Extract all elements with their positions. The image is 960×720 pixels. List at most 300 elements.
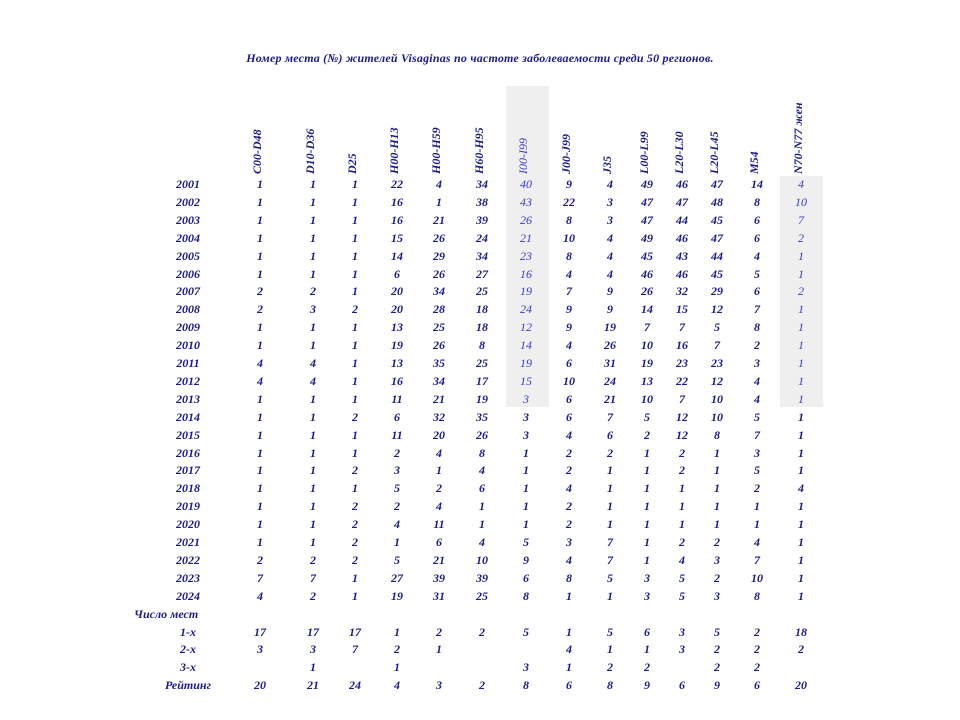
column-header-label: H00-H59 (429, 127, 443, 174)
table-cell: 16 (676, 338, 688, 353)
table-cell: 45 (711, 212, 723, 227)
table-cell: 16 (520, 266, 532, 281)
table-cell: 1 (310, 338, 316, 353)
table-cell: 10 (795, 194, 807, 209)
table-cell: 4 (566, 552, 572, 567)
table-cell: 1 (436, 642, 442, 657)
table-cell: 4 (566, 338, 572, 353)
table-cell: 34 (433, 284, 445, 299)
row-label: 2006 (176, 266, 200, 281)
table-cell: 2 (257, 552, 263, 567)
table-cell: 2 (310, 588, 316, 603)
table-cell: 7 (798, 212, 804, 227)
table-cell: 1 (523, 481, 529, 496)
table-row (0, 177, 960, 195)
column-header-label: C00-D48 (250, 129, 264, 174)
table-cell: 1 (352, 588, 358, 603)
table-cell: 5 (523, 624, 529, 639)
table-cell: 1 (798, 302, 804, 317)
table-cell: 13 (391, 320, 403, 335)
table-cell: 15 (391, 230, 403, 245)
table-cell: 19 (520, 284, 532, 299)
table-cell: 1 (257, 481, 263, 496)
table-cell: 20 (433, 427, 445, 442)
table-cell: 1 (479, 499, 485, 514)
table-cell: 7 (607, 552, 613, 567)
table-cell: 1 (607, 517, 613, 532)
table-cell: 26 (476, 427, 488, 442)
table-cell: 1 (310, 517, 316, 532)
table-cell: 8 (754, 194, 760, 209)
table-cell: 18 (476, 320, 488, 335)
table-cell: 1 (436, 194, 442, 209)
row-label: 2004 (176, 230, 200, 245)
table-cell: 5 (714, 320, 720, 335)
table-cell: 44 (711, 248, 723, 263)
table-cell: 11 (391, 391, 403, 406)
table-cell: 48 (711, 194, 723, 209)
table-cell: 4 (607, 266, 613, 281)
table-cell: 25 (476, 284, 488, 299)
table-cell: 22 (676, 373, 688, 388)
table-cell: 5 (394, 552, 400, 567)
column-header-label: L20-L45 (707, 131, 721, 174)
column-header-label: L00-L99 (637, 131, 651, 174)
table-cell: 16 (391, 194, 403, 209)
table-cell: 5 (679, 588, 685, 603)
table-cell: 5 (394, 481, 400, 496)
table-cell: 1 (798, 427, 804, 442)
table-cell: 1 (257, 266, 263, 281)
table-cell: 3 (607, 212, 613, 227)
column-header-label: H00-H13 (387, 127, 401, 174)
table-cell: 47 (676, 194, 688, 209)
table-cell: 3 (523, 660, 529, 675)
table-cell: 8 (566, 248, 572, 263)
table-cell: 1 (679, 517, 685, 532)
table-cell: 1 (714, 499, 720, 514)
table-cell: 6 (566, 409, 572, 424)
table-cell: 7 (607, 409, 613, 424)
table-cell: 1 (754, 517, 760, 532)
table-row (0, 356, 960, 374)
table-cell: 4 (436, 499, 442, 514)
table-cell: 22 (563, 194, 575, 209)
table-cell: 1 (310, 463, 316, 478)
table-cell: 9 (566, 302, 572, 317)
table-cell: 5 (607, 624, 613, 639)
table-cell: 1 (798, 356, 804, 370)
table-cell: 32 (676, 284, 688, 299)
table-cell: 44 (676, 212, 688, 227)
table-cell: 9 (566, 320, 572, 335)
table-cell: 1 (310, 212, 316, 227)
row-label: 2012 (176, 373, 200, 388)
table-cell: 1 (310, 230, 316, 245)
row-label: 2009 (176, 320, 200, 335)
table-cell: 4 (566, 427, 572, 442)
table-cell: 21 (433, 212, 445, 227)
table-cell: 1 (523, 499, 529, 514)
summary-row (0, 678, 960, 696)
table-row (0, 338, 960, 356)
table-cell: 6 (436, 535, 442, 549)
table-cell: 24 (349, 678, 361, 693)
table-row (0, 320, 960, 338)
table-cell: 1 (644, 517, 650, 532)
table-cell: 1 (352, 194, 358, 209)
table-cell: 8 (566, 570, 572, 585)
table-cell: 2 (607, 445, 613, 460)
table-cell: 24 (476, 230, 488, 245)
table-cell: 1 (714, 445, 720, 460)
table-cell: 1 (352, 284, 358, 299)
table-cell: 31 (433, 588, 445, 603)
table-cell: 1 (798, 535, 804, 549)
table-cell: 7 (714, 338, 720, 353)
table-cell: 2 (754, 660, 760, 675)
table-cell: 18 (476, 302, 488, 317)
row-label: 2008 (176, 302, 200, 317)
table-cell: 20 (391, 284, 403, 299)
table-cell: 1 (310, 409, 316, 424)
table-cell: 1 (257, 427, 263, 442)
table-cell: 34 (476, 177, 488, 191)
table-cell: 1 (257, 517, 263, 532)
table-cell: 1 (257, 212, 263, 227)
table-cell: 2 (257, 284, 263, 299)
table-cell: 1 (310, 266, 316, 281)
table-cell: 8 (523, 588, 529, 603)
table-cell: 10 (563, 230, 575, 245)
table-cell: 3 (644, 570, 650, 585)
table-cell: 7 (754, 427, 760, 442)
table-cell: 23 (711, 356, 723, 370)
table-cell: 3 (566, 535, 572, 549)
table-cell: 12 (520, 320, 532, 335)
table-cell: 5 (754, 409, 760, 424)
table-cell: 2 (352, 535, 358, 549)
table-cell: 21 (433, 552, 445, 567)
table-cell: 2 (436, 624, 442, 639)
table-cell: 1 (257, 445, 263, 460)
table-cell: 1 (352, 320, 358, 335)
row-label: 2019 (176, 499, 200, 514)
table-cell: 1 (352, 248, 358, 263)
table-cell: 3 (257, 642, 263, 657)
table-cell: 4 (257, 373, 263, 388)
table-row (0, 231, 960, 249)
table-cell: 1 (352, 230, 358, 245)
table-cell: 1 (798, 248, 804, 263)
table-cell: 47 (641, 212, 653, 227)
table-cell: 1 (798, 391, 804, 406)
table-cell: 6 (479, 481, 485, 496)
table-cell: 6 (644, 624, 650, 639)
table-cell: 4 (310, 356, 316, 370)
table-cell: 43 (676, 248, 688, 263)
table-cell: 9 (644, 678, 650, 693)
table-cell: 1 (754, 499, 760, 514)
page-title: Номер места (№) жителей Visaginas по частоте заболеваемости среди 50 регионов. (246, 51, 714, 65)
table-cell: 14 (520, 338, 532, 353)
table-cell: 15 (676, 302, 688, 317)
table-cell: 19 (391, 588, 403, 603)
table-cell: 4 (754, 391, 760, 406)
table-cell: 1 (352, 356, 358, 370)
table-cell: 16 (391, 212, 403, 227)
table-cell: 1 (523, 517, 529, 532)
table-cell: 1 (310, 499, 316, 514)
table-cell: 19 (604, 320, 616, 335)
table-cell: 7 (644, 320, 650, 335)
table-cell: 46 (641, 266, 653, 281)
table-cell: 1 (798, 517, 804, 532)
table-cell: 2 (714, 642, 720, 657)
table-cell: 1 (644, 642, 650, 657)
table-cell: 4 (394, 517, 400, 532)
table-cell: 1 (798, 266, 804, 281)
table-cell: 47 (641, 194, 653, 209)
table-cell: 26 (433, 230, 445, 245)
table-cell: 11 (391, 427, 403, 442)
table-cell: 27 (391, 570, 403, 585)
table-cell: 1 (714, 463, 720, 478)
table-cell: 2 (436, 481, 442, 496)
table-cell: 32 (433, 409, 445, 424)
row-label: 2011 (176, 356, 200, 370)
table-cell: 3 (754, 356, 760, 370)
table-cell: 21 (604, 391, 616, 406)
table-cell: 3 (523, 427, 529, 442)
table-row (0, 392, 960, 410)
table-cell: 35 (433, 356, 445, 370)
table-cell: 9 (607, 302, 613, 317)
table-cell: 1 (310, 320, 316, 335)
table-cell: 23 (520, 248, 532, 263)
table-cell: 21 (433, 391, 445, 406)
table-cell: 1 (352, 427, 358, 442)
table-cell: 1 (310, 535, 316, 549)
table-cell: 5 (754, 266, 760, 281)
table-cell: 2 (754, 481, 760, 496)
table-cell: 8 (523, 678, 529, 693)
row-label: 3-х (180, 660, 196, 675)
table-cell: 17 (476, 373, 488, 388)
table-cell: 26 (520, 212, 532, 227)
table-cell: 12 (711, 373, 723, 388)
table-cell: 5 (754, 463, 760, 478)
table-cell: 13 (641, 373, 653, 388)
row-label: 2013 (176, 391, 200, 406)
table-cell: 1 (798, 338, 804, 353)
table-cell: 43 (520, 194, 532, 209)
table-cell: 1 (644, 445, 650, 460)
column-header-label: H60-H95 (472, 127, 486, 174)
table-cell: 2 (394, 642, 400, 657)
table-cell: 2 (754, 642, 760, 657)
table-cell: 1 (257, 177, 263, 191)
table-cell: 13 (391, 356, 403, 370)
row-label: 2010 (176, 338, 200, 353)
table-cell: 2 (798, 284, 804, 299)
table-cell: 7 (257, 570, 263, 585)
table-cell: 1 (644, 552, 650, 567)
table-cell: 4 (436, 177, 442, 191)
table-cell: 25 (476, 588, 488, 603)
table-cell: 1 (394, 535, 400, 549)
table-cell: 1 (798, 320, 804, 335)
table-cell: 1 (644, 499, 650, 514)
table-cell: 17 (307, 624, 319, 639)
row-label: 2-х (180, 642, 196, 657)
table-row (0, 499, 960, 517)
table-cell: 1 (352, 338, 358, 353)
table-cell: 1 (310, 660, 316, 675)
table-cell: 3 (436, 678, 442, 693)
table-cell: 2 (479, 624, 485, 639)
table-cell: 6 (754, 212, 760, 227)
table-cell: 1 (352, 177, 358, 191)
table-cell: 14 (751, 177, 763, 191)
table-cell: 2 (310, 552, 316, 567)
table-cell: 27 (476, 266, 488, 281)
table-cell: 1 (352, 373, 358, 388)
table-cell: 3 (714, 552, 720, 567)
column-header-label: N70-N77 жен (791, 102, 805, 174)
row-label: Число мест (134, 606, 199, 621)
column-header-label: I00-I99 (516, 138, 530, 174)
table-cell: 2 (714, 570, 720, 585)
table-cell: 1 (479, 517, 485, 532)
table-cell: 6 (394, 266, 400, 281)
table-cell: 25 (476, 356, 488, 370)
table-cell: 1 (257, 230, 263, 245)
table-cell: 14 (641, 302, 653, 317)
table-cell: 31 (604, 356, 616, 370)
row-label: 2001 (176, 177, 200, 191)
table-cell: 1 (310, 427, 316, 442)
table-cell: 4 (798, 481, 804, 496)
table-cell: 1 (566, 660, 572, 675)
table-cell: 3 (714, 588, 720, 603)
table-cell: 1 (607, 642, 613, 657)
table-cell: 5 (714, 624, 720, 639)
row-label: 2023 (176, 570, 200, 585)
table-cell: 8 (479, 338, 485, 353)
table-cell: 29 (433, 248, 445, 263)
table-cell: 2 (714, 660, 720, 675)
table-cell: 1 (798, 552, 804, 567)
table-cell: 12 (676, 427, 688, 442)
table-cell: 6 (679, 678, 685, 693)
table-cell: 1 (257, 320, 263, 335)
table-cell: 35 (476, 409, 488, 424)
table-cell: 34 (433, 373, 445, 388)
places-heading-row (0, 607, 960, 625)
table-cell: 19 (476, 391, 488, 406)
table-cell: 1 (798, 588, 804, 603)
table-cell: 9 (714, 678, 720, 693)
table-cell: 3 (394, 463, 400, 478)
table-cell: 2 (310, 284, 316, 299)
table-cell: 47 (711, 230, 723, 245)
table-cell: 38 (476, 194, 488, 209)
table-cell: 19 (641, 356, 653, 370)
row-label: 2020 (176, 517, 200, 532)
table-cell: 2 (479, 678, 485, 693)
table-cell: 2 (679, 445, 685, 460)
table-cell: 2 (754, 624, 760, 639)
table-cell: 1 (644, 535, 650, 549)
table-cell: 2 (352, 499, 358, 514)
table-cell: 6 (566, 391, 572, 406)
table-row (0, 284, 960, 302)
table-cell: 3 (679, 624, 685, 639)
row-label: 2018 (176, 481, 200, 496)
table-cell: 21 (307, 678, 319, 693)
table-cell: 46 (676, 266, 688, 281)
table-cell: 1 (607, 481, 613, 496)
table-cell: 1 (798, 570, 804, 585)
table-cell: 6 (754, 678, 760, 693)
table-cell: 12 (711, 302, 723, 317)
table-cell: 1 (523, 445, 529, 460)
table-cell: 1 (352, 212, 358, 227)
table-cell: 8 (566, 212, 572, 227)
table-cell: 10 (751, 570, 763, 585)
table-cell: 1 (257, 463, 263, 478)
table-cell: 4 (394, 678, 400, 693)
table-cell: 6 (754, 284, 760, 299)
row-label: 2017 (176, 463, 200, 478)
table-cell: 2 (714, 535, 720, 549)
table-cell: 1 (352, 266, 358, 281)
table-cell: 5 (644, 409, 650, 424)
table-row (0, 535, 960, 553)
table-cell: 1 (310, 177, 316, 191)
table-cell: 1 (257, 248, 263, 263)
row-label: 2002 (176, 194, 200, 209)
table-cell: 1 (644, 481, 650, 496)
table-cell: 46 (676, 230, 688, 245)
table-cell: 10 (641, 338, 653, 353)
table-cell: 15 (520, 373, 532, 388)
table-cell: 24 (604, 373, 616, 388)
table-cell: 26 (433, 338, 445, 353)
table-cell: 1 (310, 194, 316, 209)
table-cell: 3 (644, 588, 650, 603)
table-cell: 4 (607, 177, 613, 191)
table-cell: 9 (607, 284, 613, 299)
table-cell: 4 (679, 552, 685, 567)
table-cell: 2 (679, 463, 685, 478)
table-cell: 22 (391, 177, 403, 191)
table-cell: 3 (523, 409, 529, 424)
table-cell: 1 (352, 391, 358, 406)
table-row (0, 463, 960, 481)
summary-row (0, 642, 960, 660)
table-cell: 1 (714, 517, 720, 532)
table-cell: 26 (433, 266, 445, 281)
table-cell: 4 (607, 230, 613, 245)
table-cell: 6 (754, 230, 760, 245)
table-cell: 1 (798, 373, 804, 388)
table-row (0, 213, 960, 231)
table-cell: 2 (257, 302, 263, 317)
table-cell: 6 (607, 427, 613, 442)
table-cell: 7 (679, 320, 685, 335)
